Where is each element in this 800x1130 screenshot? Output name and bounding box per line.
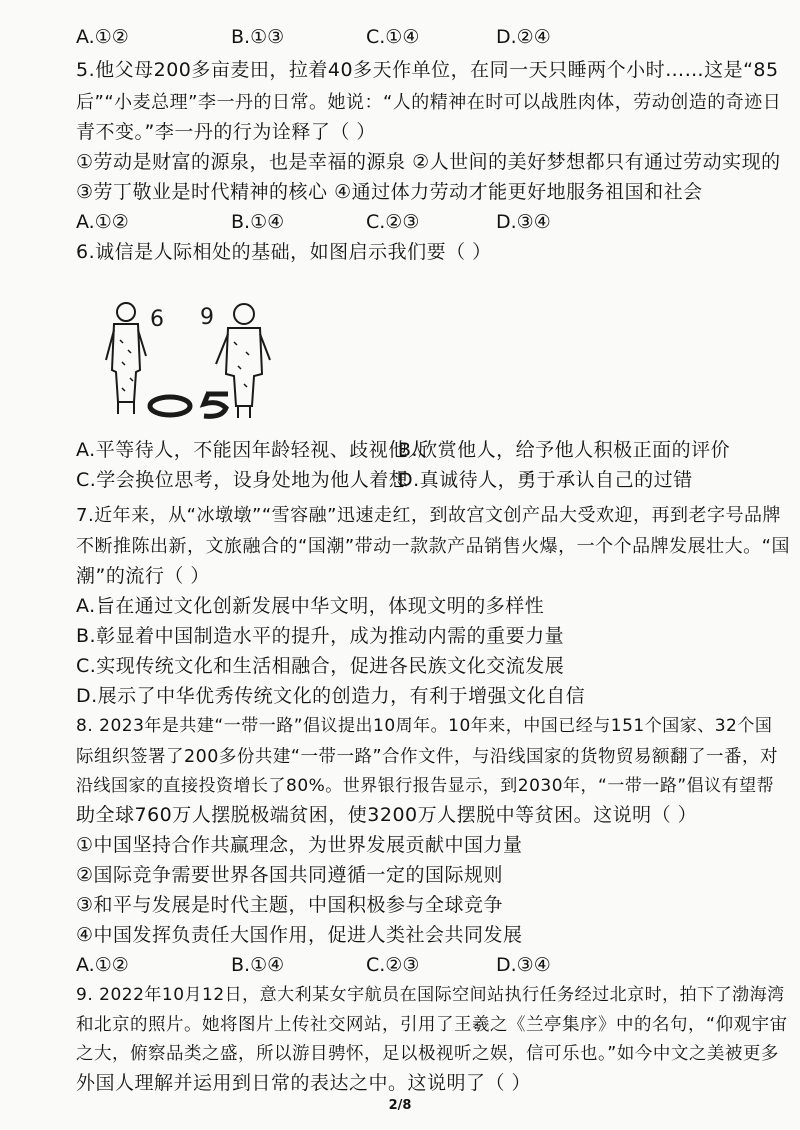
q9-line-2: 和北京的照片。她将图片上传社交网站，引用了王羲之《兰亭集序》中的名句，“仰观宇宙: [76, 1015, 788, 1035]
q8-line-3: 沿线国家的直接投资增长了80%。世界银行报告显示，到2030年，“一带一路”倡议有望帮: [76, 776, 775, 796]
option-c: C.①④: [366, 26, 420, 48]
option-c: C.②③: [366, 211, 420, 233]
q8-line-2: 际组织签署了200多份共建“一带一路”合作文件，与沿线国家的货物贸易额翻了一番，对: [76, 747, 779, 767]
option-b: B.①③: [231, 26, 285, 48]
option-c: C.②③: [366, 954, 420, 976]
q5-line-3: 青不变。”李一丹的行为诠释了（ ）: [76, 121, 376, 143]
q5-statement-1-2: ①劳动是财富的源泉，也是幸福的源泉 ②人世间的美好梦想都只有通过劳动实现的: [76, 151, 781, 173]
q7-option-a: A.旨在通过文化创新发展中华文明，体现文明的多样性: [76, 595, 545, 617]
option-b: B.①④: [231, 954, 285, 976]
q7-option-b: B.彰显着中国制造水平的提升，成为推动内需的重要力量: [76, 625, 565, 647]
q8-line-1: 8. 2023年是共建“一带一路”倡议提出10周年。10年来，中国已经与151个国家、32个国: [76, 716, 773, 736]
q5-line-1: 5.他父母200多亩麦田，拉着40多天作单位，在同一天只睡两个小时……这是“85: [76, 59, 779, 81]
q6-option-c: C.学会换位思考，设身处地为他人着想: [76, 469, 409, 491]
right-speech-number: 9: [200, 305, 214, 330]
q8-statement-1: ①中国坚持合作共赢理念，为世界发展贡献中国力量: [76, 834, 523, 856]
q9-line-4: 外国人理解并运用到日常的表达之中。这说明了（ ）: [76, 1072, 532, 1094]
q7-line-1: 7.近年来，从“冰墩墩”“雪容融”迅速走红，到故宫文创产品大受欢迎，再到老字号品牌: [76, 505, 781, 526]
left-person-figure: [106, 303, 146, 414]
q8-statement-3: ③和平与发展是时代主题，中国积极参与全球竞争: [76, 894, 504, 916]
q9-line-3: 之大，俯察品类之盛，所以游目骋怀，足以极视听之娱，信可乐也。”如今中文之美被更多: [76, 1044, 779, 1064]
option-d: D.②④: [496, 26, 551, 48]
q8-statement-2: ②国际竞争需要世界各国共同遵循一定的国际规则: [76, 864, 504, 886]
q6-illustration: [100, 290, 285, 425]
option-a: A.①②: [76, 211, 129, 233]
option-a: A.①②: [76, 954, 129, 976]
page-number: 2/8: [388, 1098, 412, 1113]
option-d: D.③④: [496, 954, 551, 976]
q7-line-3: 潮”的流行（ ）: [76, 565, 210, 587]
q6-option-a: A.平等待人，不能因年龄轻视、歧视他人: [76, 439, 428, 461]
q8-statement-4: ④中国发挥负责任大国作用，促进人类社会共同发展: [76, 924, 523, 946]
q6-option-b: B.欣赏他人，给予他人积极正面的评价: [398, 439, 731, 461]
q5-statement-3-4: ③劳丁敬业是时代精神的核心 ④通过体力劳动才能更好地服务祖国和社会: [76, 181, 703, 203]
option-a: A.①②: [76, 26, 129, 48]
option-d: D.③④: [496, 211, 551, 233]
q7-option-c: C.实现传统文化和生活相融合，促进各民族文化交流发展: [76, 655, 565, 677]
q9-line-1: 9. 2022年10月12日，意大利某女宇航员在国际空间站执行任务经过北京时，拍下了渤海湾: [76, 985, 785, 1005]
q5-line-2: 后”“小麦总理”李一丹的日常。她说：“人的精神在时可以战胜肉体，劳动创造的奇迹日: [76, 92, 782, 113]
q8-line-4: 助全球760万人摆脱极端贫困，使3200万人摆脱中等贫困。这说明（ ）: [76, 804, 698, 826]
q7-option-d: D.展示了中华优秀传统文化的创造力，有利于增强文化自信: [76, 685, 586, 707]
q6-stem: 6.诚信是人际相处的基础，如图启示我们要（ ）: [76, 241, 492, 263]
q6-option-d: D.真诚待人，勇于承认自己的过错: [398, 469, 693, 491]
right-person-figure: [216, 304, 270, 418]
q7-line-2: 不断推陈出新，文旅融合的“国潮”带动一款款产品销售火爆，一个个品牌发展壮大。“国: [76, 536, 790, 557]
left-speech-number: 6: [150, 307, 164, 332]
option-b: B.①④: [231, 211, 285, 233]
